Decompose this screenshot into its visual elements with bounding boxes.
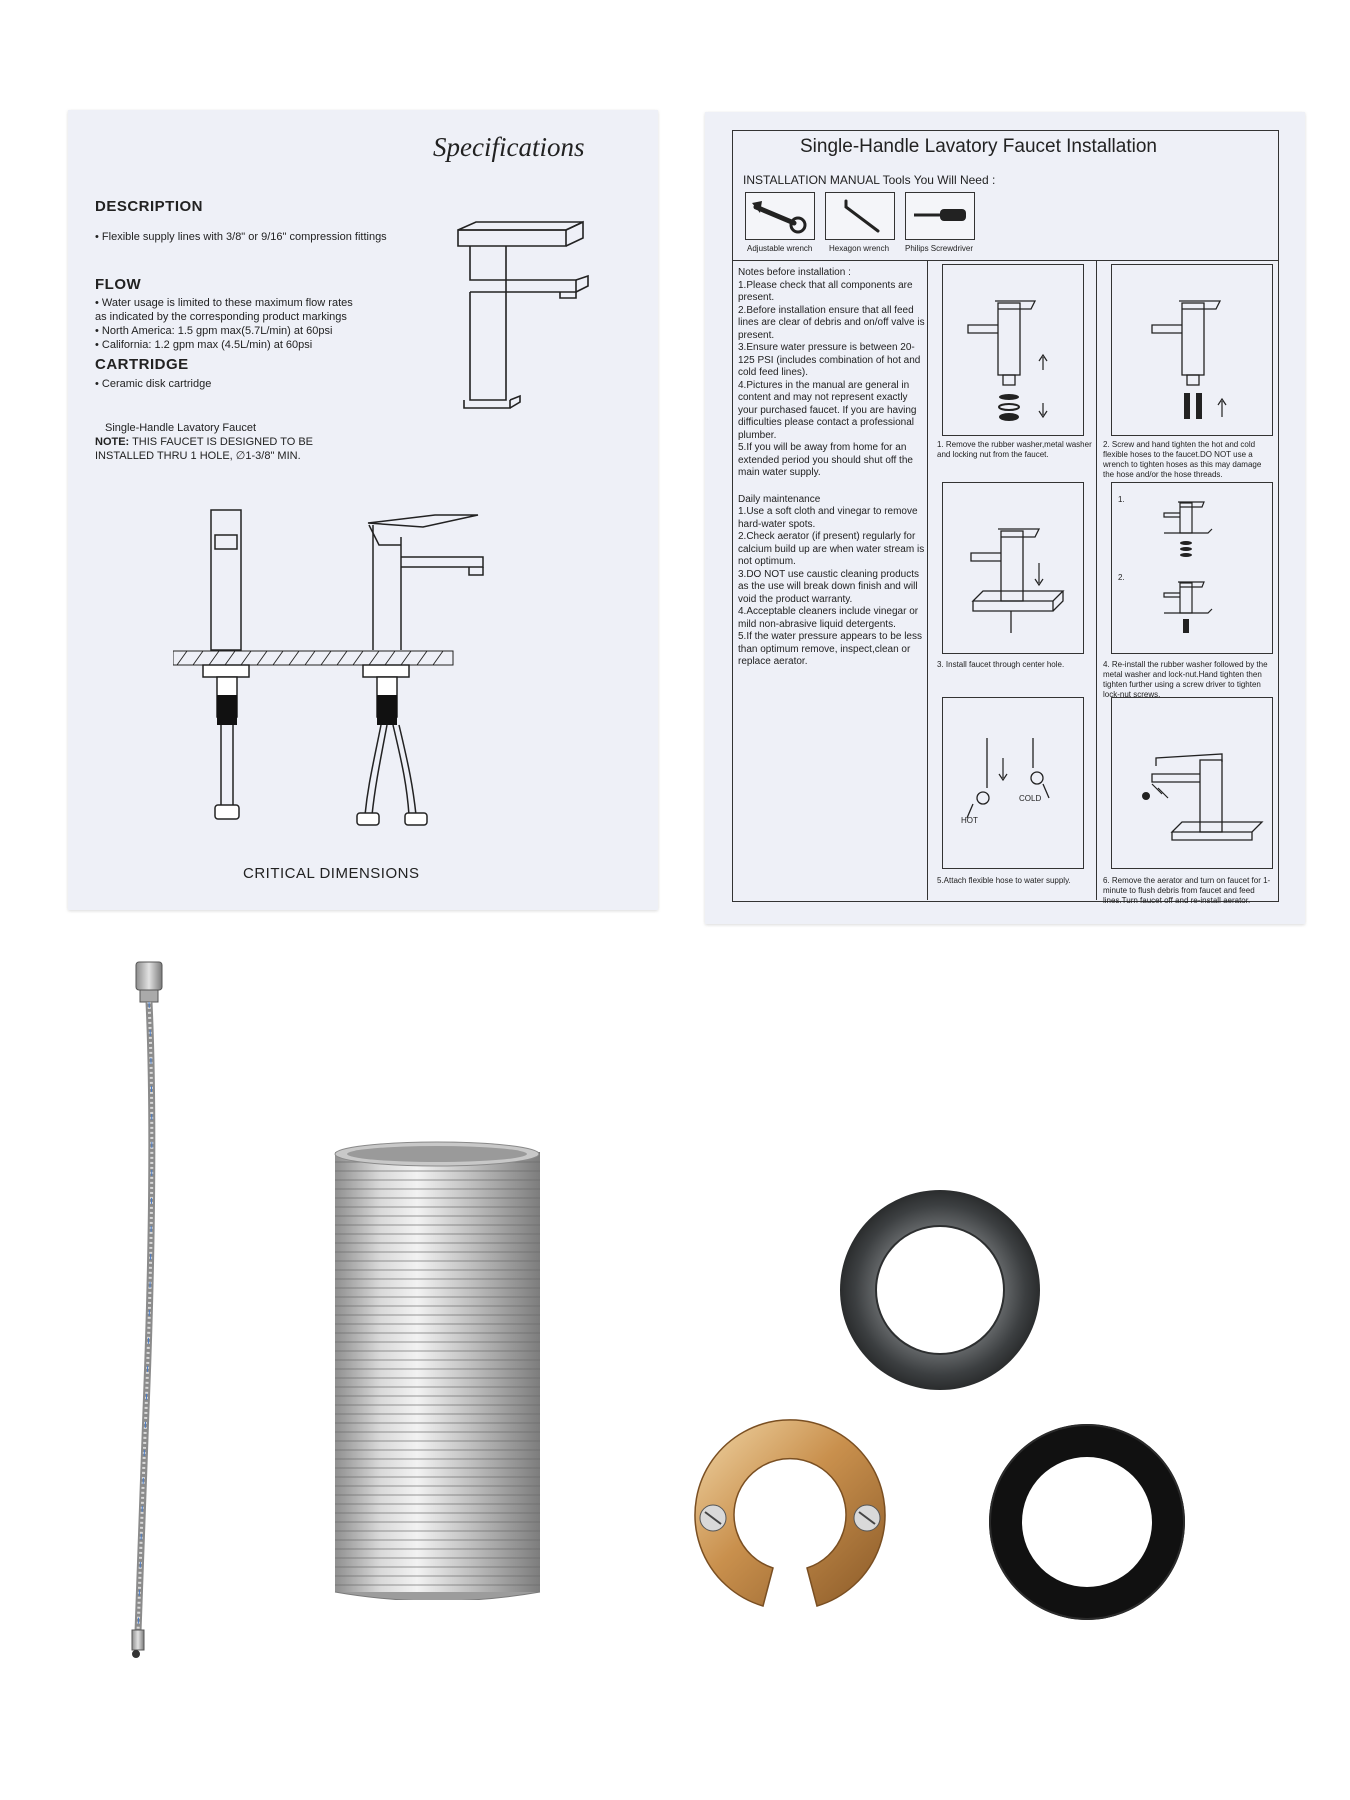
brass-c-washer [685,1410,895,1620]
description-text: • Flexible supply lines with 3/8" or 9/16" compression fittings [95,231,387,243]
step-1-faucet-icon [943,265,1083,435]
tool-label: Hexagon wrench [829,244,890,253]
cartridge-heading: CARTRIDGE [95,356,189,373]
flow-line: as indicated by the corresponding product markings [95,311,347,323]
product-name: Single-Handle Lavatory Faucet [105,422,257,434]
step-6-caption: 6. Remove the aerator and turn on faucet for 1-minute to flush debris from faucet and feed lines.Turn faucet off and re-install aerator. [1103,876,1271,905]
notes-heading: Notes before installation : [738,267,851,278]
step-4-caption: 4. Re-install the rubber washer followed by the metal washer and lock-nut.Hand tighten then tighten further using a screw driver to tighten lock-nut screws. [1103,660,1268,699]
step-2-faucet-icon [1112,265,1272,435]
step-2-caption: 2. Screw and hand tighten the hot and cold flexible hoses to the faucet.DO NOT use a wrench to tighten hoses as this may damage the hose and/or the hose threads. [1103,440,1262,479]
row-divider [732,260,1278,261]
flow-line: • North America: 1.5 gpm max(5.7L/min) at 60psi [95,325,333,337]
tool-label: Philips Screwdriver [905,244,974,253]
threaded-shank [330,1140,545,1600]
step-2-image [1111,264,1273,436]
tool-adjustable-wrench [745,192,815,240]
hot-label: HOT [961,816,978,825]
install-note [95,435,425,463]
installation-title: Single-Handle Lavatory Faucet Installation [800,136,1157,157]
critical-dimensions-drawing [173,505,603,845]
rubber-washer-ring [985,1420,1190,1625]
description-heading: DESCRIPTION [95,198,204,215]
note-item: 2.Before installation ensure that all feed lines are clear of debris and on/off valve is present. [738,304,925,341]
step-3-image [942,482,1084,654]
note-line-1: THIS FAUCET IS DESIGNED TO BE [129,436,314,448]
installation-sheet [705,112,1305,924]
critical-dimensions-label: CRITICAL DIMENSIONS [243,865,420,882]
notes-column [738,267,928,669]
step-5-caption: 5.Attach flexible hose to water supply. [937,876,1071,885]
step-4-image [1111,482,1273,654]
cold-label: COLD [1019,794,1042,803]
step-3-caption: 3. Install faucet through center hole. [937,660,1065,669]
maintenance-item: 1.Use a soft cloth and vinegar to remove hard-water spots. [738,506,918,530]
note-item: 4.Pictures in the manual are general in content and may not represent exactly your purchased faucet. If you are having difficulties please contact a professional plumber. [738,379,917,441]
cartridge-text: • Ceramic disk cartridge [95,378,212,390]
tools-heading: INSTALLATION MANUAL Tools You Will Need : [743,173,996,187]
note-item: 3.Ensure water pressure is between 20-125 PSI (includes combination of hot and cold feed lines). [738,342,921,378]
note-line-2: INSTALLED THRU 1 HOLE, ∅1-3/8" MIN. [95,450,301,462]
note-item: 1.Please check that all components are present. [738,279,913,303]
flow-text [95,296,405,352]
spec-title: Specifications [433,132,585,162]
maintenance-item: 3.DO NOT use caustic cleaning products as the use will break down finish and will void the product warranty. [738,568,920,605]
column-divider [927,260,928,900]
tool-philips-screwdriver [905,192,975,240]
step-4-faucet-icon [1112,483,1272,653]
flexible-hose [110,960,200,1660]
faucet-drawing [448,220,628,420]
note-item: 5.If you will be away from home for an extended period you should shut off the main water supply. [738,442,913,478]
maintenance-heading: Daily maintenance [738,493,821,505]
step-5-valve-icon [943,698,1083,868]
flow-line: • Water usage is limited to these maximum flow rates [95,297,353,309]
tool-hexagon-wrench [825,192,895,240]
step-4-sub-label: 1. [1118,495,1125,504]
metal-washer-ring [835,1185,1045,1395]
step-5-image [942,697,1084,869]
hex-key-icon [826,193,894,239]
step-1-caption: 1. Remove the rubber washer,metal washer and locking nut from the faucet. [937,440,1092,459]
flow-line: • California: 1.2 gpm max (4.5L/min) at 60psi [95,339,313,351]
maintenance-item: 5.If the water pressure appears to be less than optimum remove, inspect,clean or replace aerator. [738,631,922,667]
step-3-faucet-icon [943,483,1083,653]
wrench-icon [746,193,814,239]
step-6-faucet-icon [1112,698,1272,868]
column-divider [1096,260,1097,900]
specifications-sheet [68,110,658,910]
maintenance-item: 4.Acceptable cleaners include vinegar or mild non-abrasive liquid detergents. [738,606,919,630]
step-4-sub-label: 2. [1118,573,1125,582]
maintenance-item: 2.Check aerator (if present) regularly for calcium build up are when water stream is not optimum. [738,531,925,567]
tool-label: Adjustable wrench [747,244,813,253]
screwdriver-icon [906,193,974,239]
step-1-image [942,264,1084,436]
note-label: NOTE: [95,436,130,448]
flow-heading: FLOW [95,276,142,293]
step-6-image [1111,697,1273,869]
